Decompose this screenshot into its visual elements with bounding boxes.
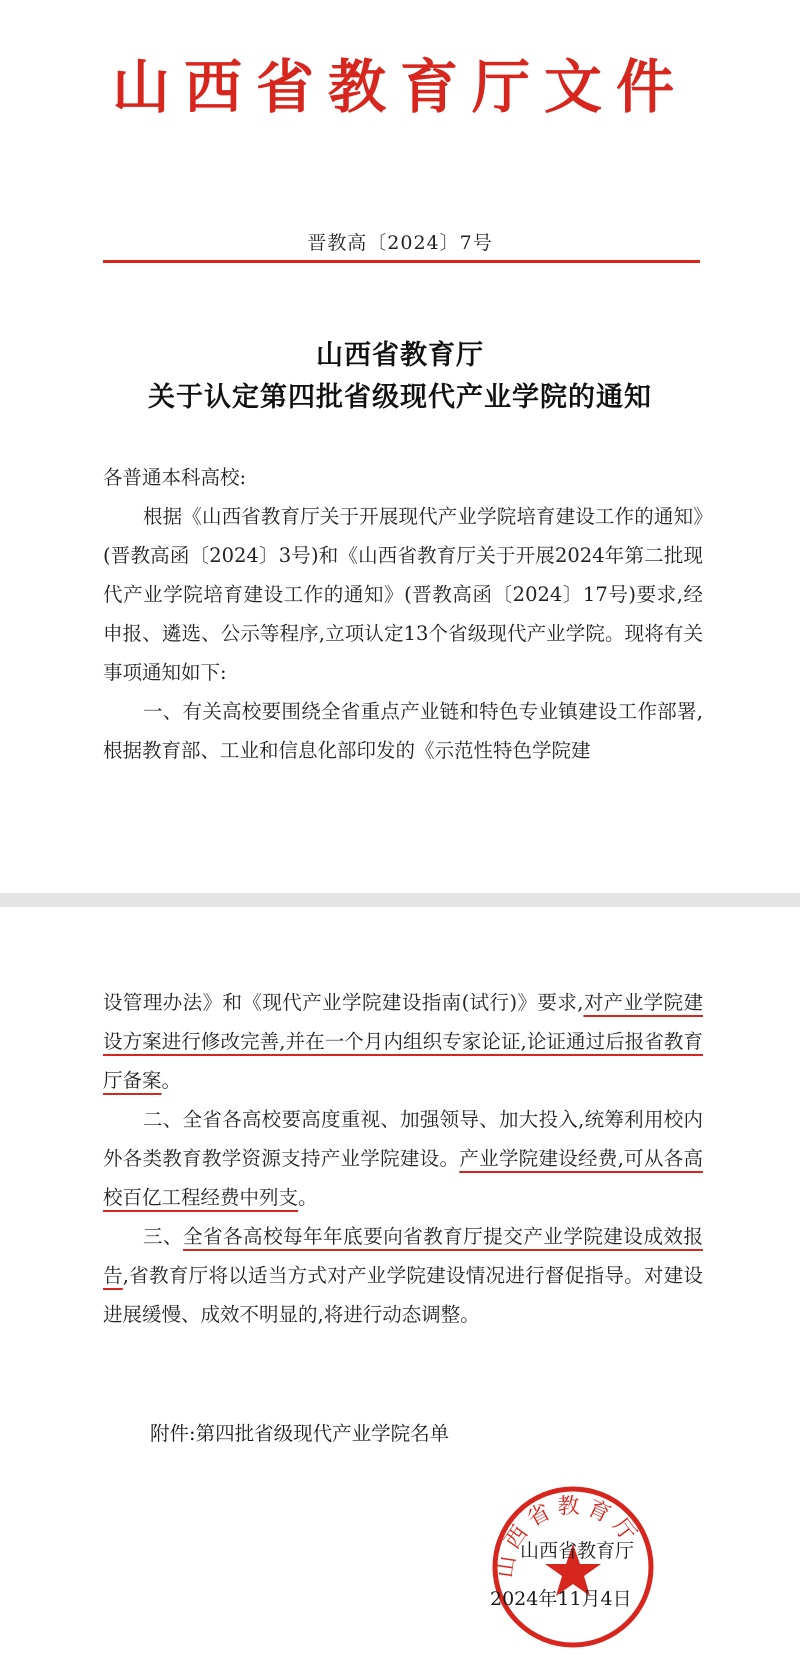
document-page-2 — [0, 907, 800, 1675]
item-3-text: ,省教育厅将以适当方式对产业学院建设情况进行督促指导。对建设进展缓慢、成效不明显的,将进行动态调整。 — [103, 1264, 703, 1326]
item-1-part-2 — [103, 983, 703, 1100]
item-3 — [103, 1217, 703, 1334]
body-page-2 — [103, 983, 703, 1334]
official-seal-icon — [488, 1482, 658, 1652]
item-1-underlined: 对产业学院建设方案进行修改完善,并在一个月内组织专家论证,论证通过后报省教育厅备案 — [103, 991, 703, 1092]
paragraph-basis: 根据《山西省教育厅关于开展现代产业学院培育建设工作的通知》(晋教高函〔2024〕3号)和《山西省教育厅关于开展2024年第二批现代产业学院培育建设工作的通知》(晋教高函〔2024〕17号)要求,经申报、遴选、公示等程序,立项认定13个省级现代产业学院。现将有关事项通知如下: — [103, 505, 703, 684]
title-line-1: 山西省教育厅 — [316, 340, 484, 371]
item-3-prefix: 三、 — [143, 1225, 184, 1248]
item-2-underlined: 产业学院建设经费,可从各高校百亿工程经费中列支 — [103, 1147, 703, 1209]
seal-text: 山西省教育厅 — [492, 1493, 645, 1580]
item-2-text: 二、全省各高校要高度重视、加强领导、加大投入,统筹利用校内外各类教育教学资源支持产业学院建设。 — [103, 1108, 703, 1170]
document-header: 山西省教育厅文件 — [111, 53, 688, 121]
salutation: 各普通本科高校: — [103, 466, 247, 489]
body-page-1 — [103, 458, 703, 770]
item-1-end: 。 — [161, 1069, 182, 1092]
attachment-line: 附件:第四批省级现代产业学院名单 — [150, 1422, 450, 1445]
signing-organization: 山西省教育厅 — [520, 1540, 635, 1562]
item-2 — [103, 1100, 703, 1217]
red-divider-line — [103, 260, 700, 263]
item-2-end: 。 — [298, 1186, 318, 1209]
page-separator — [0, 893, 800, 907]
signing-date: 2024年11月4日 — [490, 1588, 632, 1610]
item-3-underlined: 全省各高校每年年底要向省教育厅提交产业学院建设成效报告 — [103, 1225, 703, 1287]
title-line-2: 关于认定第四批省级现代产业学院的通知 — [148, 382, 652, 413]
item-1-text: 设管理办法》和《现代产业学院建设指南(试行)》要求, — [103, 991, 584, 1014]
item-1-part-1: 一、有关高校要围绕全省重点产业链和特色专业镇建设工作部署,根据教育部、工业和信息化部印发的《示范性特色学院建 — [103, 700, 703, 762]
document-number: 晋教高〔2024〕7号 — [307, 232, 493, 254]
